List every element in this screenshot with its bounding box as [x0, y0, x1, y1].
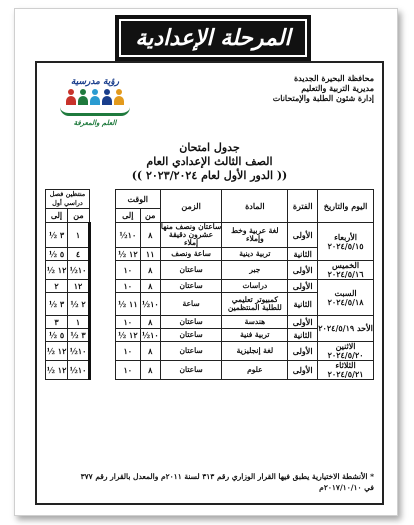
time-to-cell: ١٠ — [115, 280, 140, 293]
time-to-cell: ١٢ ½ — [115, 329, 140, 342]
subject-cell: دراسات — [222, 280, 288, 293]
subject-cell: علوم — [222, 361, 288, 380]
schedule-frame — [35, 61, 384, 505]
header-gap: منتظين فصل دراسي أول — [46, 190, 90, 209]
time-from-cell: ٨ — [140, 280, 160, 293]
time-to-cell: ١٠½ — [115, 223, 140, 248]
header-from: من — [140, 209, 160, 223]
gap-to-cell: ٥ ½ — [46, 329, 68, 342]
header-day: اليوم والتاريخ — [318, 190, 374, 223]
time-to-cell: ١٠ — [115, 316, 140, 329]
time-from-cell: ١١ — [140, 248, 160, 261]
header-gap-from: من — [68, 209, 90, 223]
logo-book-icon — [60, 107, 130, 116]
duration-cell: ساعتان — [160, 280, 222, 293]
footnote — [45, 471, 374, 493]
header-period: الفترة — [288, 190, 318, 223]
subject-cell: تربية فنية — [222, 329, 288, 342]
title-line-2: الصف الثالث الإعدادي العام — [146, 155, 273, 168]
duration-cell: ساعتان — [160, 342, 222, 361]
period-cell: الأولى — [288, 316, 318, 329]
table-row — [46, 316, 374, 329]
time-from-cell: ٨ — [140, 342, 160, 361]
period-cell: الأولى — [288, 261, 318, 280]
exam-sheet — [14, 8, 398, 516]
time-to-cell: ١٠ — [115, 361, 140, 380]
gap-to-cell: ٣ ½ — [46, 223, 68, 248]
header-to: إلى — [115, 209, 140, 223]
duration-cell: ساعتان — [160, 261, 222, 280]
period-cell: الثانية — [288, 329, 318, 342]
day-cell: السبت ٢٠٢٤/٥/١٨ — [318, 280, 374, 316]
ministry-header — [254, 73, 374, 103]
period-cell: الثانية — [288, 293, 318, 316]
time-to-cell: ١١ ½ — [115, 293, 140, 316]
gap-from-cell: ١٠½ — [68, 342, 90, 361]
time-to-cell: ١٠ — [115, 342, 140, 361]
logo-figures-icon — [49, 89, 141, 105]
header-duration: الزمن — [160, 190, 222, 223]
duration-cell: ساعتان — [160, 316, 222, 329]
gap-from-cell: ٢ ½ — [68, 293, 90, 316]
gap-from-cell: ١٠½ — [68, 261, 90, 280]
duration-cell: ساعة — [160, 293, 222, 316]
gap-from-cell: ١ — [68, 316, 90, 329]
header-gap-to: إلى — [46, 209, 68, 223]
schedule-body — [46, 223, 374, 380]
time-from-cell: ٨ — [140, 316, 160, 329]
gap-from-cell: ٣ ½ — [68, 329, 90, 342]
period-cell: الأولى — [288, 342, 318, 361]
footnote-line-2: في ٢٠١٧/١٠/١٠م — [319, 483, 374, 492]
duration-cell: ساعتان — [160, 329, 222, 342]
logo-bottom-text: العلم والمعرفة — [73, 118, 117, 127]
duration-cell: ساعة ونصف — [160, 248, 222, 261]
day-cell: الأربعاء ٢٠٢٤/٥/١٥ — [318, 223, 374, 261]
subject-cell: تربية دينية — [222, 248, 288, 261]
subject-cell: لغة عربية وخط وإملاء — [222, 223, 288, 248]
gap-to-cell: ١٢ ½ — [46, 361, 68, 380]
table-row — [46, 342, 374, 361]
table-row — [46, 361, 374, 380]
day-cell: الخميس ٢٠٢٤/٥/١٦ — [318, 261, 374, 280]
gap-from-cell: ١٢ — [68, 280, 90, 293]
time-to-cell: ١٠ — [115, 261, 140, 280]
stage-banner — [115, 15, 311, 61]
period-cell: الأولى — [288, 361, 318, 380]
header-subject: المادة — [222, 190, 288, 223]
day-cell: الأحد ٢٠٢٤/٥/١٩ — [318, 316, 374, 342]
gap-to-cell: ٣ — [46, 316, 68, 329]
time-to-cell: ١٢ ½ — [115, 248, 140, 261]
table-row — [46, 223, 374, 248]
gap-to-cell: ٥ ½ — [46, 248, 68, 261]
logo-top-text: رؤية مدرسية — [70, 77, 120, 87]
gap-from-cell: ١٠½ — [68, 361, 90, 380]
time-from-cell: ١٠½ — [140, 293, 160, 316]
header-line-1: محافظة البحيرة الجديدة — [293, 73, 374, 83]
gap-to-cell: ١٢ ½ — [46, 261, 68, 280]
day-cell: الاثنين ٢٠٢٤/٥/٢٠ — [318, 342, 374, 361]
gap-to-cell: ٢ — [46, 280, 68, 293]
day-cell: الثلاثاء ٢٠٢٤/٥/٢١ — [318, 361, 374, 380]
subject-cell: كمبيوتر تعليمي للطلبة المنتظمين — [222, 293, 288, 316]
header-line-3: إدارة شئون الطلبة والإمتحانات — [272, 93, 374, 103]
banner-title: المرحلة الإعدادية — [135, 25, 291, 51]
time-from-cell: ٨ — [140, 223, 160, 248]
period-cell: الأولى — [288, 280, 318, 293]
school-logo — [49, 77, 141, 135]
duration-cell: ساعتان — [160, 361, 222, 380]
gap-to-cell: ١٢ ½ — [46, 342, 68, 361]
period-cell: الثانية — [288, 248, 318, 261]
subject-cell: هندسة — [222, 316, 288, 329]
schedule-titles — [37, 141, 382, 183]
subject-cell: لغة إنجليزية — [222, 342, 288, 361]
exam-schedule-table — [45, 189, 374, 380]
title-line-1: جدول امتحان — [179, 141, 240, 154]
gap-from-cell: ١ — [68, 223, 90, 248]
duration-cell: ساعتان ونصف منها عشرون دقيقة إملاء — [160, 222, 222, 247]
footnote-line-1: * الأنشطة الاختيارية يطبق فيها القرار الوزاري رقم ٣١٣ لسنة ٢٠١١م والمعدل بالقرار رقم ٣٧٧ — [80, 472, 374, 481]
table-row — [46, 261, 374, 280]
title-line-3: (( الدور الأول لعام ٢٠٢٣/٢٠٢٤ )) — [131, 169, 288, 182]
gap-from-cell: ٤ — [68, 248, 90, 261]
period-cell: الأولى — [288, 223, 318, 248]
time-from-cell: ١٠½ — [141, 330, 159, 340]
table-row — [46, 280, 374, 293]
subject-cell: جبر — [222, 261, 288, 280]
header-time: الوقت — [115, 190, 160, 209]
gap-to-cell: ٣ ½ — [46, 293, 68, 316]
time-from-cell: ٨ — [140, 361, 160, 380]
time-from-cell: ٨ — [140, 261, 160, 280]
header-line-2: مديرية التربية والتعليم — [301, 83, 374, 93]
